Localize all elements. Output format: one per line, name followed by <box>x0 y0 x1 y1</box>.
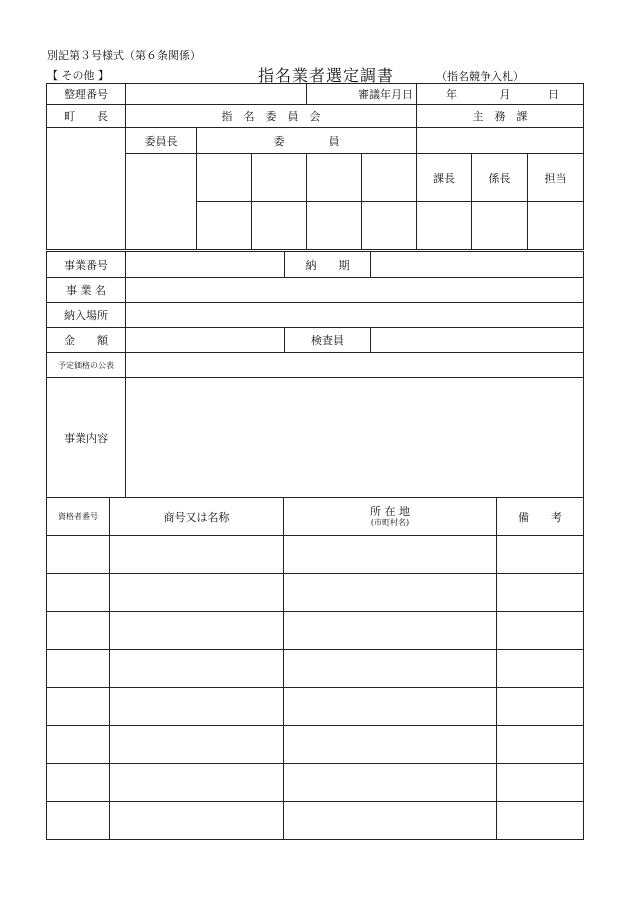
table-cell[interactable] <box>47 612 110 650</box>
year-label: 年 <box>446 88 458 101</box>
department-blank <box>417 128 584 154</box>
shogo-header: 商号又は名称 <box>110 498 284 536</box>
table-cell[interactable] <box>47 650 110 688</box>
kensain-field[interactable] <box>371 328 584 353</box>
table-row <box>47 612 584 650</box>
kingaku-label: 金 額 <box>47 328 126 353</box>
committee-label: 指 名 委 員 会 <box>126 105 417 128</box>
table-row <box>47 726 584 764</box>
kacho-label: 課長 <box>417 154 472 202</box>
table-cell[interactable] <box>497 802 584 840</box>
yotei-field[interactable] <box>126 353 584 378</box>
table-cell[interactable] <box>110 650 284 688</box>
table-cell[interactable] <box>497 536 584 574</box>
table-cell[interactable] <box>47 688 110 726</box>
table-cell[interactable] <box>110 802 284 840</box>
tanto-label: 担当 <box>528 154 584 202</box>
naiyo-field[interactable] <box>126 378 584 498</box>
table-cell[interactable] <box>110 688 284 726</box>
table-row <box>47 688 584 726</box>
table-cell[interactable] <box>110 726 284 764</box>
shingi-label: 審議年月日 <box>307 84 417 105</box>
member-seal-5[interactable] <box>197 202 252 250</box>
shozaichi-header <box>284 498 497 536</box>
kakaricho-seal-box[interactable] <box>472 202 528 250</box>
member-seal-8[interactable] <box>362 202 417 250</box>
table-row <box>47 650 584 688</box>
table-cell[interactable] <box>110 612 284 650</box>
member-seal-1[interactable] <box>197 154 252 202</box>
kacho-seal-box[interactable] <box>417 202 472 250</box>
month-label: 月 <box>499 88 511 101</box>
member-label: 委 員 <box>197 128 417 154</box>
table-cell[interactable] <box>110 574 284 612</box>
member-seal-7[interactable] <box>307 202 362 250</box>
table-cell[interactable] <box>497 650 584 688</box>
shozaichi-header-note: (市町村名) <box>370 518 410 527</box>
kakaricho-label: 係長 <box>472 154 528 202</box>
approval-table <box>46 83 584 250</box>
department-label: 主 務 課 <box>417 105 584 128</box>
naiyo-label: 事業内容 <box>47 378 126 498</box>
kingaku-field[interactable] <box>126 328 285 353</box>
chou-seal-box[interactable] <box>47 128 126 250</box>
bidder-table <box>46 497 584 840</box>
jigyo-bango-label: 事業番号 <box>47 252 126 278</box>
table-row <box>47 574 584 612</box>
page-subtitle: （指名競争入札） <box>436 70 524 83</box>
project-table <box>46 251 584 498</box>
tanto-seal-box[interactable] <box>528 202 584 250</box>
table-cell[interactable] <box>497 726 584 764</box>
kensain-label: 検査員 <box>285 328 371 353</box>
table-cell[interactable] <box>47 802 110 840</box>
table-row <box>47 536 584 574</box>
biko-header: 備 考 <box>497 498 584 536</box>
noki-label: 納 期 <box>285 252 371 278</box>
page-title: 指名業者選定調書 <box>258 66 395 85</box>
member-seal-2[interactable] <box>252 154 307 202</box>
seiri-label: 整理番号 <box>47 84 126 105</box>
day-label: 日 <box>548 88 560 101</box>
table-cell[interactable] <box>284 726 497 764</box>
table-cell[interactable] <box>284 574 497 612</box>
chair-seal-box[interactable] <box>126 154 197 250</box>
noki-field[interactable] <box>371 252 584 278</box>
member-seal-6[interactable] <box>252 202 307 250</box>
table-row <box>47 764 584 802</box>
table-cell[interactable] <box>110 536 284 574</box>
table-cell[interactable] <box>497 688 584 726</box>
table-cell[interactable] <box>284 536 497 574</box>
jigyo-bango-field[interactable] <box>126 252 285 278</box>
jigyo-mei-field[interactable] <box>126 278 584 303</box>
table-cell[interactable] <box>284 688 497 726</box>
table-cell[interactable] <box>284 764 497 802</box>
table-cell[interactable] <box>47 726 110 764</box>
table-cell[interactable] <box>47 536 110 574</box>
category-label: 【 その他 】 <box>47 69 109 82</box>
table-cell[interactable] <box>284 650 497 688</box>
seiri-field[interactable] <box>126 84 307 105</box>
nonyu-basho-field[interactable] <box>126 303 584 328</box>
table-cell[interactable] <box>497 764 584 802</box>
form-reference: 別記第３号様式（第６条関係） <box>47 49 201 62</box>
table-cell[interactable] <box>497 612 584 650</box>
chair-label: 委員長 <box>126 128 197 154</box>
table-cell[interactable] <box>110 764 284 802</box>
table-cell[interactable] <box>284 802 497 840</box>
table-cell[interactable] <box>284 612 497 650</box>
nonyu-basho-label: 納入場所 <box>47 303 126 328</box>
jigyo-mei-label: 事 業 名 <box>47 278 126 303</box>
shikaku-header: 資格者番号 <box>47 498 110 536</box>
date-field[interactable] <box>417 84 584 105</box>
shozaichi-header-label: 所 在 地 <box>370 505 410 518</box>
table-cell[interactable] <box>47 764 110 802</box>
table-cell[interactable] <box>497 574 584 612</box>
yotei-label: 予定価格の公表 <box>47 353 126 378</box>
member-seal-4[interactable] <box>362 154 417 202</box>
table-cell[interactable] <box>47 574 110 612</box>
table-row <box>47 802 584 840</box>
member-seal-3[interactable] <box>307 154 362 202</box>
chou-label: 町 長 <box>47 105 126 128</box>
